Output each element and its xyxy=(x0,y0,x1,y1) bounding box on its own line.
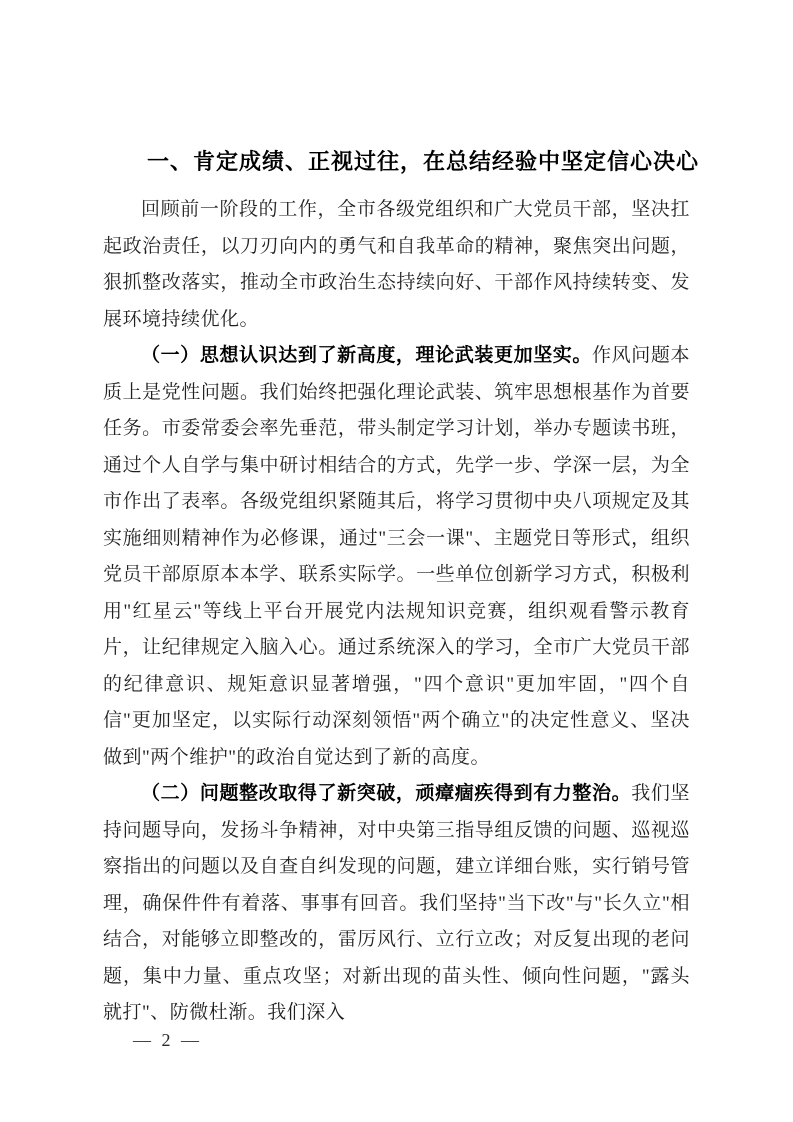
document-content xyxy=(103,148,700,1032)
paragraph-text: 作风问题本质上是党性问题。我们始终把强化理论武装、筑牢思想根基作为首要任务。市委常委会率先垂范，带头制定学习计划，举办专题读书班，通过个人自学与集中研讨相结合的方式，先学一步、学深一层，为全市作出了表率。各级党组织紧随其后，将学习贯彻中央八项规定及其实施细则精神作为必修课，通过"三会一课"、主题党日等形式，组织党员干部原原本本学、联系实际学。一些单位创新学习方式，积极利用"红星云"等线上平台开展党内法规知识竞赛，组织观看警示教育片，让纪律规定入脑入心。通过系统深入的学习，全市广大党员干部的纪律意识、规矩意识显著增强，"四个意识"更加牢固，"四个自信"更加坚定，以实际行动深刻领悟"两个确立"的决定性意义、坚决做到"两个维护"的政治自觉达到了新的高度。 xyxy=(103,345,690,768)
paragraph-lead-emphasis: （一）思想认识达到了新高度，理论武装更加坚实。 xyxy=(141,345,593,366)
paragraph xyxy=(103,338,690,776)
paragraph-text: 回顾前一阶段的工作，全市各级党组织和广大党员干部，坚决扛起政治责任，以刀刃向内的勇气和自我革命的精神，聚焦突出问题，狠抓整改落实，推动全市政治生态持续向好、干部作风持续转变、发展环境持续优化。 xyxy=(103,199,690,330)
page-number: — 2 — xyxy=(133,1030,202,1050)
paragraph xyxy=(103,192,690,338)
paragraph-text: 我们坚持问题导向，发扬斗争精神，对中央第三指导组反馈的问题、巡视巡察指出的问题以及自查自纠发现的问题，建立详细台账，实行销号管理，确保件件有着落、事事有回音。我们坚持"当下改"与"长久立"相结合，对能够立即整改的，雷厉风行、立行立改；对反复出现的老问题，集中力量、重点攻坚；对新出现的苗头性、倾向性问题，"露头就打"、防微杜渐。我们深入 xyxy=(103,783,690,1023)
paragraph-lead-emphasis: （二）问题整改取得了新突破，顽瘴痼疾得到有力整治。 xyxy=(141,783,632,804)
document-body xyxy=(103,192,690,1032)
paragraph xyxy=(103,776,690,1032)
section-heading: 一、肯定成绩、正视过往，在总结经验中坚定信心决心 xyxy=(147,150,700,175)
